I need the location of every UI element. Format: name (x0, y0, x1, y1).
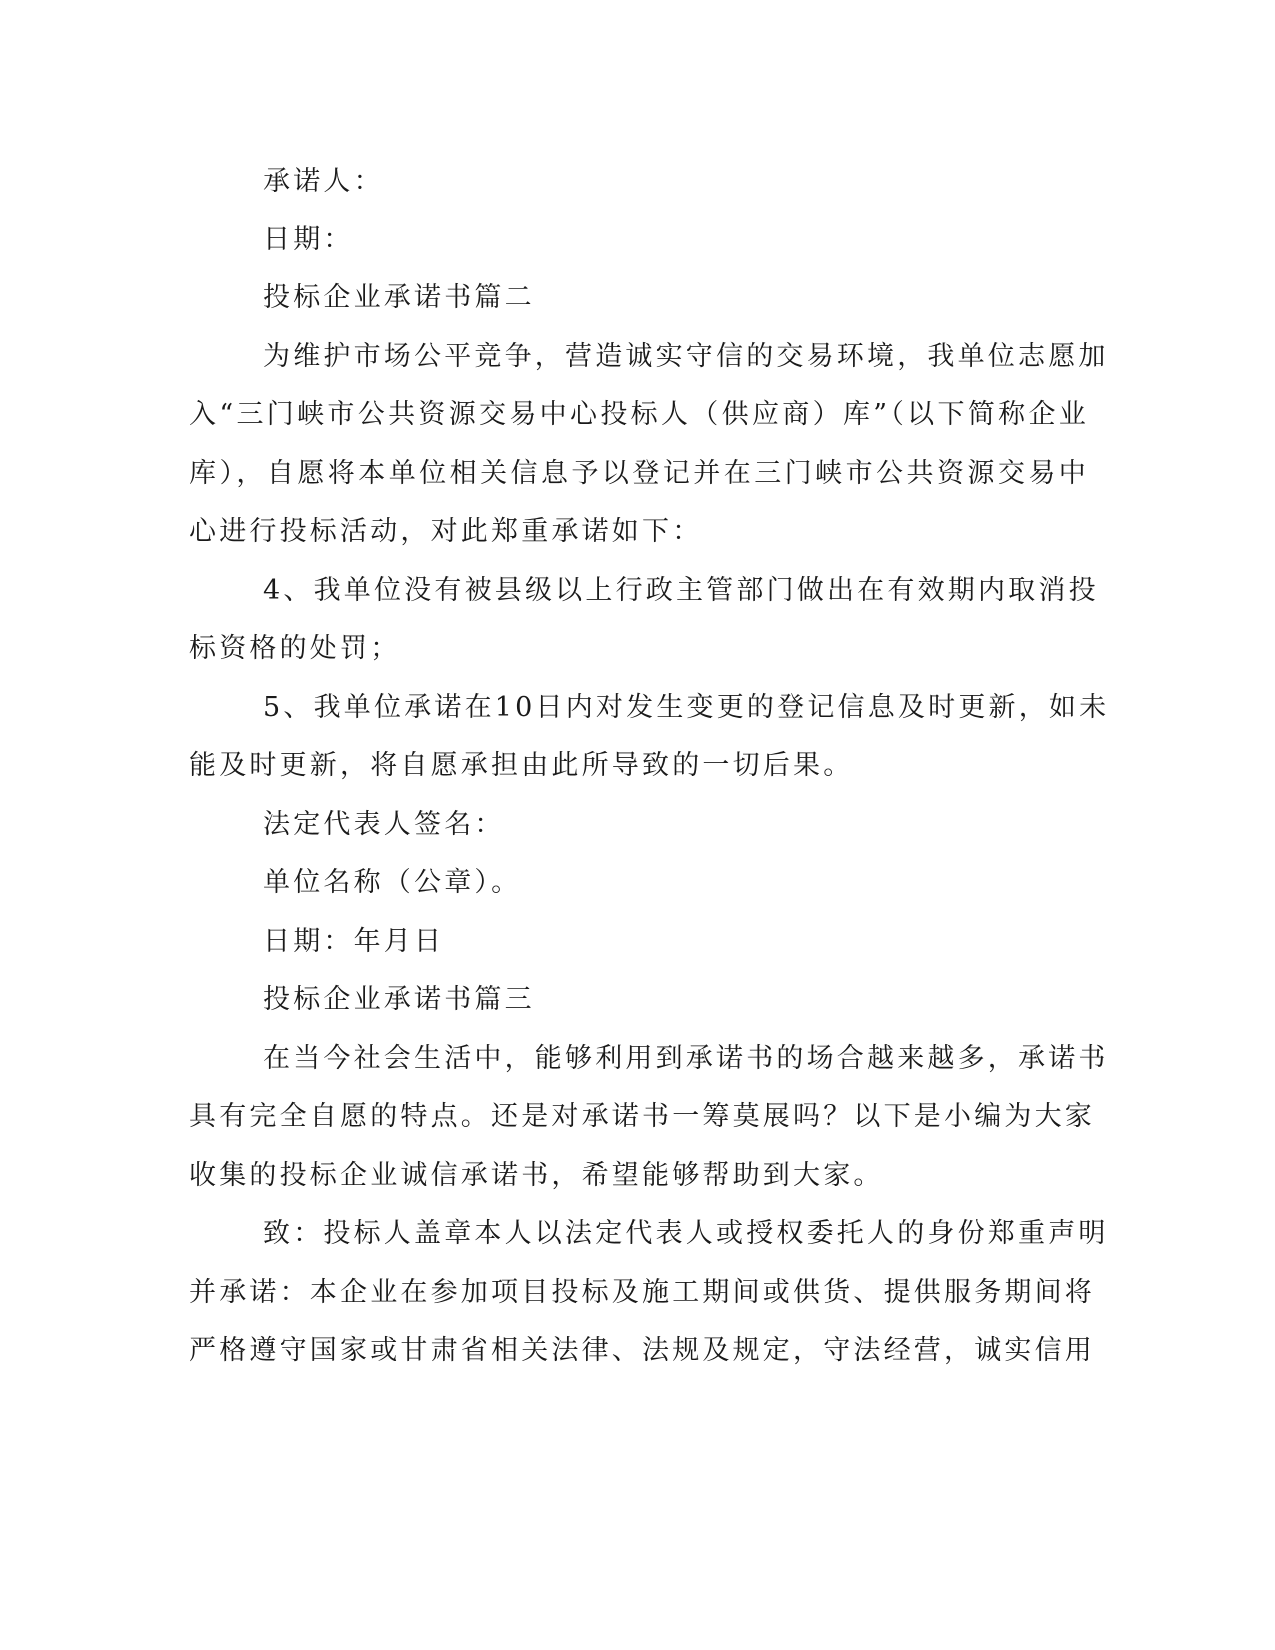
paragraph-line: 能及时更新，将自愿承担由此所导致的一切后果。 (189, 750, 854, 781)
paragraph-line: 库），自愿将本单位相关信息予以登记并在三门峡市公共资源交易中 (189, 458, 1089, 489)
section-heading-two: 投标企业承诺书篇二 (263, 282, 535, 313)
paragraph-line: 标资格的处罚； (189, 633, 401, 664)
paragraph-line: 5、我单位承诺在10日内对发生变更的登记信息及时更新，如未 (263, 692, 1110, 723)
paragraph-line: 并承诺：本企业在参加项目投标及施工期间或供货、提供服务期间将 (189, 1277, 1095, 1308)
paragraph-line: 在当今社会生活中，能够利用到承诺书的场合越来越多，承诺书 (263, 1043, 1109, 1074)
paragraph-line: 4、我单位没有被县级以上行政主管部门做出在有效期内取消投 (263, 575, 1099, 606)
date-ymd-label: 日期：年月日 (263, 926, 445, 957)
company-seal-label: 单位名称（公章）。 (263, 867, 522, 898)
paragraph-line: 严格遵守国家或甘肃省相关法律、法规及规定，守法经营，诚实信用 (189, 1335, 1095, 1366)
paragraph-line: 收集的投标企业诚信承诺书，希望能够帮助到大家。 (189, 1160, 884, 1191)
paragraph-line: 为维护市场公平竞争，营造诚实守信的交易环境，我单位志愿加 (263, 341, 1109, 372)
paragraph-line: 心进行投标活动，对此郑重承诺如下： (189, 516, 703, 547)
paragraph-line: 入“三门峡市公共资源交易中心投标人（供应商）库”（以下简称企业 (189, 399, 1089, 430)
paragraph-line: 具有完全自愿的特点。还是对承诺书一筹莫展吗？以下是小编为大家 (189, 1101, 1095, 1132)
signatory-label: 承诺人： (263, 166, 384, 197)
legal-rep-signature-label: 法定代表人签名： (263, 809, 505, 840)
paragraph-line: 致：投标人盖章本人以法定代表人或授权委托人的身份郑重声明 (263, 1218, 1109, 1249)
section-heading-three: 投标企业承诺书篇三 (263, 984, 535, 1015)
date-label: 日期： (263, 224, 354, 255)
